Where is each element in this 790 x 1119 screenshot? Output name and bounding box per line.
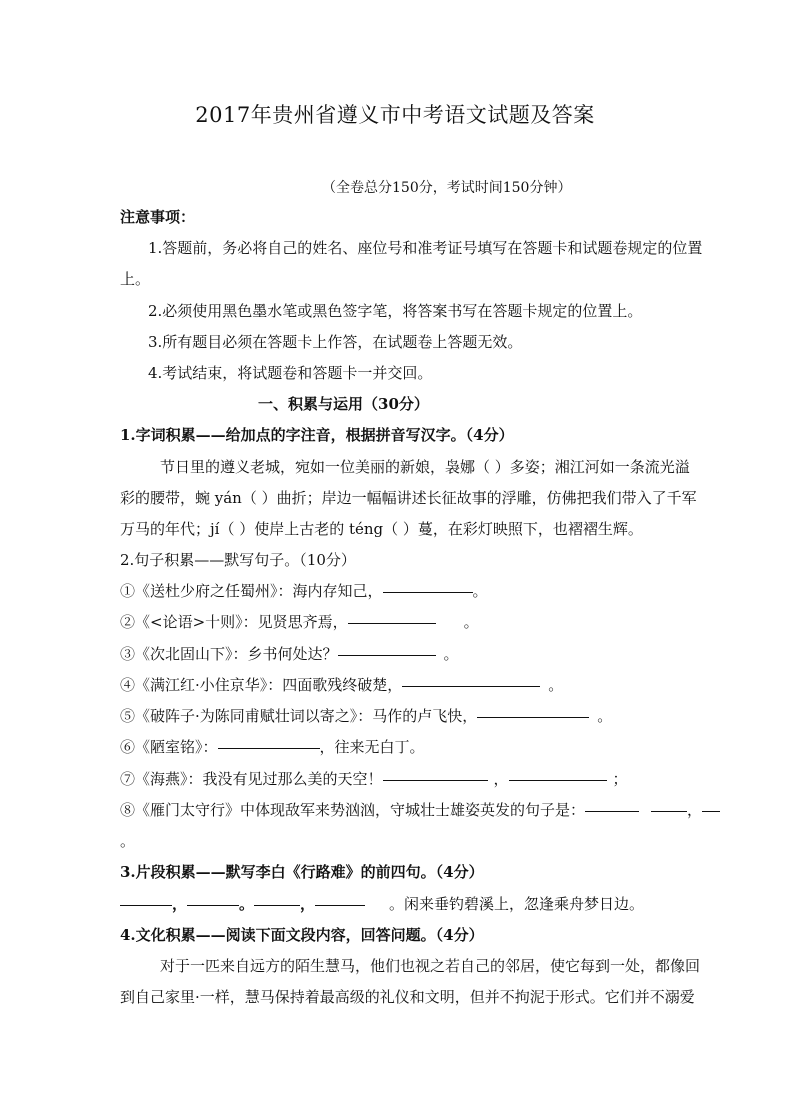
answer-blank <box>348 622 436 624</box>
notice-item: 2.必须使用黑色墨水笔或黑色签字笔，将答案书写在答题卡规定的位置上。 <box>148 302 643 320</box>
prompt-text: ⑧《雁门太守行》中体现敌军来势汹汹，守城壮士雄姿英发的句子是： <box>120 801 586 819</box>
prompt-end: 。 <box>463 613 479 631</box>
question-title: 2.句子积累——默写句子。（10分） <box>120 551 356 569</box>
recitation-item <box>120 736 425 758</box>
prompt-mid: ， <box>493 770 509 788</box>
passage-line: 彩的腰带，蜿 yán（ ）曲折；岸边一幅幅讲述长征故事的浮雕，仿佛把我们带入了千军 <box>120 489 697 507</box>
answer-blank <box>254 904 300 906</box>
question-title: 4.文化积累——阅读下面文段内容，回答问题。（4分） <box>120 926 484 944</box>
answer-blank <box>187 904 239 906</box>
recitation-item <box>120 705 612 727</box>
notice-item: 1.答题前，务必将自己的姓名、座位号和准考证号填写在答题卡和试题卷规定的位置 <box>148 239 703 257</box>
recitation-item <box>120 799 720 821</box>
answer-blank <box>585 810 639 812</box>
recitation-item <box>120 580 488 602</box>
prompt-mid: ， <box>687 801 703 819</box>
prompt-end: ； <box>612 770 628 788</box>
question-title: 1.字词积累——给加点的字注音，根据拼音写汉字。（4分） <box>120 426 514 444</box>
prompt-end: 。 <box>443 645 459 663</box>
prompt-end: 。闲来垂钓碧溪上，忽逢乘舟梦日边。 <box>389 895 645 913</box>
prompt-text: ⑦《海燕》：我没有见过那么美的天空！ <box>120 770 383 788</box>
prompt-end: 。 <box>548 676 564 694</box>
notice-item: 4.考试结束，将试题卷和答题卡一并交回。 <box>148 364 433 382</box>
notice-heading: 注意事项： <box>120 208 196 226</box>
answer-blank <box>477 716 589 718</box>
prompt-text: ④《满江红·小住京华》：四面歌残终破楚， <box>120 676 403 694</box>
prompt-text: ⑥《陋室铭》： <box>120 738 218 756</box>
section-heading: 一、积累与运用（30分） <box>258 395 429 413</box>
answer-blank <box>402 685 540 687</box>
exam-info: （全卷总分150分，考试时间150分钟） <box>322 180 572 196</box>
notice-item: 3.所有题目必须在答题卡上作答，在试题卷上答题无效。 <box>148 333 523 351</box>
prompt-end: ，往来无白丁。 <box>319 738 425 756</box>
answer-blank <box>383 779 488 781</box>
answer-blank <box>338 654 436 656</box>
recitation-item <box>120 643 459 665</box>
recitation-tail: 。 <box>120 832 136 850</box>
recitation-item <box>120 768 628 790</box>
recitation-item <box>120 893 644 915</box>
passage-line: 节日里的遵义老城，宛如一位美丽的新娘，袅娜（ ）多姿；湘江河如一条流光溢 <box>160 458 690 476</box>
prompt-end: 。 <box>472 582 488 600</box>
prompt-mid: 。 <box>239 895 255 913</box>
prompt-end: 。 <box>597 707 613 725</box>
page-title: 2017年贵州省遵义市中考语文试题及答案 <box>195 103 595 127</box>
passage-line: 万马的年代；jí（ ）使岸上古老的 téng（ ）蔓，在彩灯映照下，也褶褶生辉。 <box>120 520 643 538</box>
question-title: 3.片段积累——默写李白《行路难》的前四句。（4分） <box>120 863 484 881</box>
answer-blank <box>651 810 687 812</box>
answer-blank <box>315 904 365 906</box>
answer-blank <box>383 591 473 593</box>
recitation-item <box>120 611 479 633</box>
answer-blank <box>218 747 320 749</box>
prompt-text: ⑤《破阵子·为陈同甫赋壮词以寄之》：马作的卢飞快， <box>120 707 478 725</box>
prompt-text: ①《送杜少府之任蜀州》：海内存知己， <box>120 582 383 600</box>
passage-line: 对于一匹来自远方的陌生慧马，他们也视之若自己的邻居，使它每到一处，都像回 <box>160 957 701 975</box>
answer-blank <box>120 904 172 906</box>
answer-blank <box>702 810 720 812</box>
answer-blank <box>509 779 607 781</box>
passage-line: 到自己家里·一样，慧马保持着最高级的礼仪和文明，但并不拘泥于形式。它们并不溺爱 <box>120 988 695 1006</box>
prompt-text: ②《<论语>十则》：见贤思齐焉， <box>120 613 348 631</box>
prompt-mid: ， <box>300 895 316 913</box>
prompt-text: ③《次北固山下》：乡书何处达？ <box>120 645 338 663</box>
prompt-mid: ， <box>172 895 188 913</box>
notice-item: 上。 <box>120 270 151 288</box>
recitation-item <box>120 674 563 696</box>
